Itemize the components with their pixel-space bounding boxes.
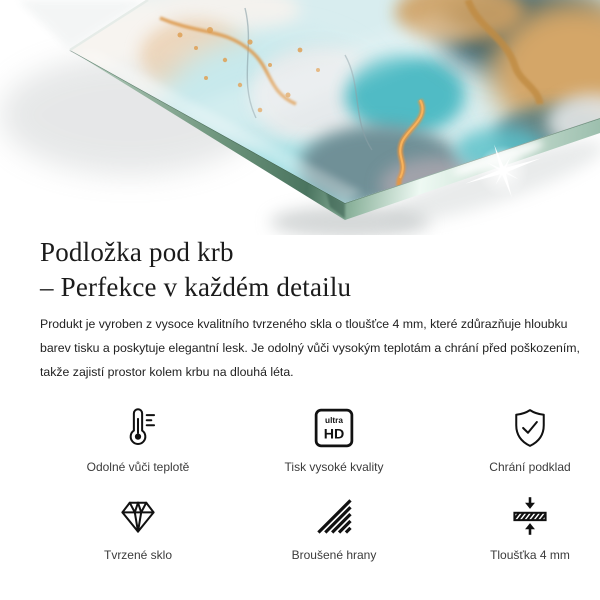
shield-check-icon [508, 406, 552, 450]
feature-print-quality [236, 406, 432, 474]
feature-label: Broušené hrany [291, 548, 377, 562]
ultra-hd-badge-top: ultra [325, 415, 343, 425]
feature-thickness [432, 494, 600, 562]
feature-heat-resistant [40, 406, 236, 474]
feature-tempered-glass [40, 494, 236, 562]
ultra-hd-badge-bottom: HD [323, 426, 345, 443]
feature-label: Tvrzené sklo [103, 548, 173, 562]
page-title-line2: – Perfekce v každém detailu [40, 272, 352, 302]
feature-label: Odolné vůči teplotě [86, 460, 190, 474]
description-line: takže zajistí prostor kolem krbu na dlouhá léta. [40, 365, 294, 379]
page-title [40, 235, 580, 305]
feature-protects-surface [432, 406, 600, 474]
glass-panel-illustration [0, 0, 600, 235]
page-title-line1: Podložka pod krb [40, 237, 234, 267]
thermometer-icon [116, 406, 160, 450]
feature-label: Tloušťka 4 mm [490, 548, 570, 562]
feature-polished-edges [236, 494, 432, 562]
feature-label: Chrání podklad [489, 460, 571, 474]
beveled-edges-icon [312, 494, 356, 538]
product-description [40, 312, 580, 384]
description-line: barev tisku a poskytuje elegantní lesk. Je odolný vůči vysokým teplotám a chrání před poškozením, [40, 341, 580, 355]
feature-label: Tisk vysoké kvality [284, 460, 384, 474]
feature-grid [40, 406, 600, 562]
diamond-icon [116, 494, 160, 538]
thickness-icon [508, 494, 552, 538]
ultra-hd-icon [312, 406, 356, 450]
description-line: Produkt je vyroben z vysoce kvalitního tvrzeného skla o tloušťce 4 mm, které zdůrazňuje hloubku [40, 317, 568, 331]
product-image [0, 0, 600, 235]
